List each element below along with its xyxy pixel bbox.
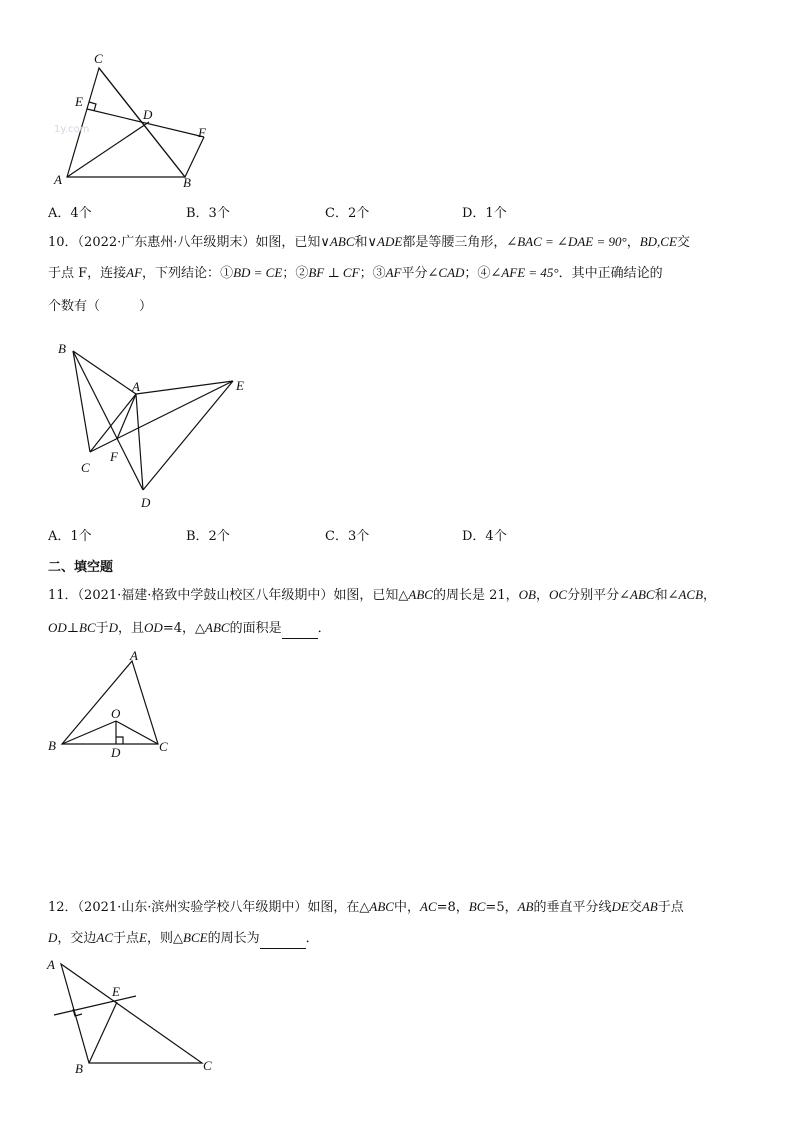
point-label-b: B: [75, 1061, 83, 1076]
q10-line-2: 于点 F，连接AF，下列结论：①BD = CE；②BF ⊥ CF；③AF平分∠CAD；④∠AFE = 45°．其中正确结论的: [48, 265, 663, 281]
point-label-a: A: [54, 172, 62, 187]
point-label-d: D: [141, 495, 151, 510]
point-label-a: A: [132, 379, 140, 394]
point-label-a: A: [47, 957, 55, 972]
point-label-e: E: [112, 984, 120, 999]
answer-blank[interactable]: [260, 930, 306, 949]
point-label-d: D: [111, 745, 121, 760]
option-b: B．3个: [186, 206, 230, 221]
question-source: （2021·山东·滨州实验学校八年级期中）: [77, 900, 308, 915]
option-c: C．2个: [325, 206, 370, 221]
q11-line-2: OD⊥BC于D，且OD=4，△ABC的面积是 ．: [48, 619, 331, 639]
option-d: D．1个: [462, 206, 507, 221]
point-label-c: C: [203, 1058, 212, 1073]
question-source: （2022·广东惠州·八年级期末）: [77, 235, 256, 250]
point-label-b: B: [48, 738, 56, 753]
point-label-e: E: [236, 378, 244, 393]
q10-line-1: 10．（2022·广东惠州·八年级期末）如图，已知∨ABC和∨ADE都是等腰三角形，∠BAC = ∠DAE = 90°，BD,CE交: [48, 234, 690, 250]
figure-q10: [40, 330, 270, 520]
watermark-text: 1y.com: [54, 124, 90, 135]
point-label-d: D: [143, 107, 153, 122]
figure-q11: [40, 648, 190, 768]
point-label-c: C: [94, 51, 103, 66]
question-source: （2021·福建·格致中学鼓山校区八年级期中）: [77, 588, 334, 603]
figure-q9: [40, 48, 240, 198]
point-label-c: C: [81, 460, 90, 475]
point-label-o: O: [111, 706, 121, 721]
point-label-a: A: [130, 648, 138, 663]
option-b: B．2个: [186, 529, 230, 544]
answer-blank[interactable]: [282, 620, 318, 639]
question-number: 12．: [48, 900, 78, 915]
question-number: 10．: [48, 235, 78, 250]
q10-line-3: 个数有（ ）: [48, 299, 153, 314]
option-d: D．4个: [462, 529, 507, 544]
point-label-e: E: [75, 94, 83, 109]
point-label-b: B: [58, 341, 66, 356]
section-heading: 二、填空题: [48, 560, 114, 575]
option-a: A．4个: [48, 206, 92, 221]
figure-q12: [40, 953, 240, 1083]
option-c: C．3个: [325, 529, 370, 544]
q11-line-1: 11．（2021·福建·格致中学鼓山校区八年级期中）如图，已知△ABC的周长是 21，OB，OC分别平分∠ABC和∠ACB，: [48, 587, 717, 603]
point-label-f: F: [198, 125, 206, 140]
point-label-f: F: [110, 449, 118, 464]
q12-line-2: D，交边AC于点E，则△BCE的周长为 ．: [48, 929, 319, 949]
point-label-b: B: [183, 175, 191, 190]
point-label-c: C: [159, 739, 168, 754]
option-a: A．1个: [48, 529, 92, 544]
q12-line-1: 12．（2021·山东·滨州实验学校八年级期中）如图，在△ABC中，AC=8，BC=5，AB的垂直平分线DE交AB于点: [48, 899, 684, 915]
question-number: 11．: [48, 588, 78, 603]
